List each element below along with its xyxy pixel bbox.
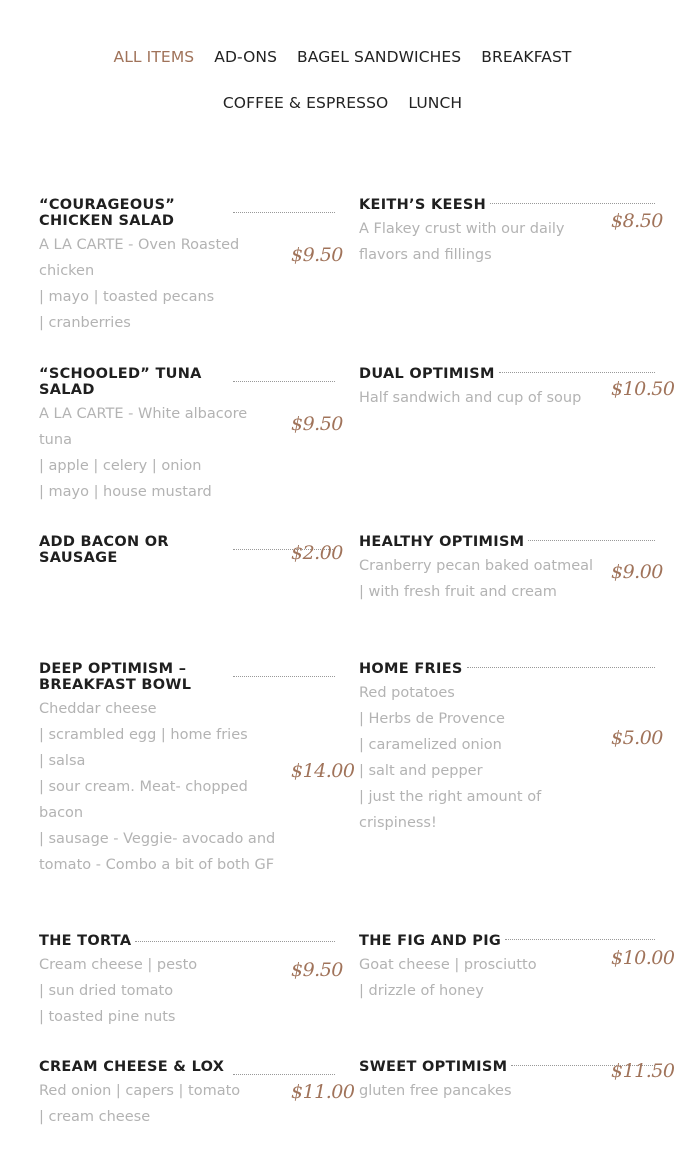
dot-leader [233, 381, 335, 382]
item-description: Red onion | capers | tomato | cream cheese [39, 1083, 241, 1125]
menu-item-add-bacon [39, 534, 343, 566]
dot-leader [505, 939, 655, 940]
item-description: A LA CARTE - Oven Roasted chicken | mayo | toasted pecans | cranberries [39, 237, 240, 331]
nav-breakfast[interactable]: BREAKFAST [481, 48, 572, 66]
nav-ad-ons[interactable]: AD-ONS [214, 48, 278, 66]
dot-leader [528, 540, 655, 541]
category-nav-row-2 [0, 94, 685, 112]
menu-item-fig-and-pig [359, 933, 675, 1004]
item-title: KEITH’S KEESH [359, 197, 487, 213]
item-price: $9.00 [611, 561, 663, 583]
dot-leader [233, 676, 335, 677]
item-title: SWEET OPTIMISM [359, 1059, 508, 1075]
item-price: $9.50 [291, 959, 343, 981]
item-description: A Flakey crust with our daily flavors and fillings [359, 221, 565, 263]
menu-item-healthy-optimism [359, 534, 663, 605]
nav-lunch[interactable]: LUNCH [408, 94, 463, 112]
item-price: $5.00 [611, 727, 663, 749]
menu-item-keiths-keesh [359, 197, 663, 268]
menu-item-breakfast-bowl [39, 661, 355, 878]
dot-leader [233, 212, 335, 213]
menu-item-tuna-salad [39, 366, 343, 505]
nav-all-items[interactable]: ALL ITEMS [113, 48, 195, 66]
item-title: THE FIG AND PIG [359, 933, 502, 949]
item-title: DUAL OPTIMISM [359, 366, 495, 382]
item-title: “SCHOOLED” TUNA SALAD [39, 366, 202, 398]
item-description: Goat cheese | prosciutto | drizzle of honey [359, 957, 537, 999]
item-description: A LA CARTE - White albacore tuna | apple | celery | onion | mayo | house mustard [39, 406, 248, 500]
dot-leader [233, 1074, 335, 1075]
category-nav-row-1 [0, 48, 685, 66]
menu-item-sweet-optimism [359, 1059, 675, 1104]
item-description: Red potatoes | Herbs de Provence | caramelized onion | salt and pepper | just the right amount of crispiness! [359, 685, 542, 831]
item-title: HOME FRIES [359, 661, 463, 677]
item-description: gluten free pancakes [359, 1083, 512, 1099]
item-price: $9.50 [291, 244, 343, 266]
item-description: Cheddar cheese | scrambled egg | home fries | salsa | sour cream. Meat- chopped bacon | sausage - Veggie- avocado and tomato - Combo a bit of both GF [39, 701, 276, 873]
item-description: Half sandwich and cup of soup [359, 390, 582, 406]
nav-coffee-espresso[interactable]: COFFEE & ESPRESSO [222, 94, 389, 112]
item-title: DEEP OPTIMISM – BREAKFAST BOWL [39, 661, 192, 693]
item-title: HEALTHY OPTIMISM [359, 534, 525, 550]
menu-item-home-fries [359, 661, 663, 836]
item-description: Cream cheese | pesto | sun dried tomato | toasted pine nuts [39, 957, 198, 1025]
item-title: ADD BACON OR SAUSAGE [39, 534, 169, 566]
menu-item-chicken-salad [39, 197, 343, 336]
item-title: THE TORTA [39, 933, 132, 949]
item-title: “COURAGEOUS” CHICKEN SALAD [39, 197, 176, 229]
item-description: Cranberry pecan baked oatmeal | with fresh fruit and cream [359, 558, 594, 600]
dot-leader [135, 941, 335, 942]
menu-item-cream-cheese-lox [39, 1059, 355, 1130]
item-price: $14.00 [291, 760, 355, 782]
menu-item-dual-optimism [359, 366, 675, 411]
item-price: $11.00 [291, 1081, 355, 1103]
nav-bagel-sandwiches[interactable]: BAGEL SANDWICHES [297, 48, 462, 66]
item-price: $8.50 [611, 210, 663, 232]
item-price: $10.00 [611, 947, 675, 969]
item-price: $11.50 [611, 1060, 675, 1082]
dot-leader [490, 203, 655, 204]
item-price: $2.00 [291, 542, 343, 564]
item-title: CREAM CHEESE & LOX [39, 1059, 225, 1075]
item-price: $10.50 [611, 378, 675, 400]
dot-leader [499, 372, 655, 373]
item-price: $9.50 [291, 413, 343, 435]
dot-leader [467, 667, 655, 668]
menu-item-torta [39, 933, 343, 1030]
